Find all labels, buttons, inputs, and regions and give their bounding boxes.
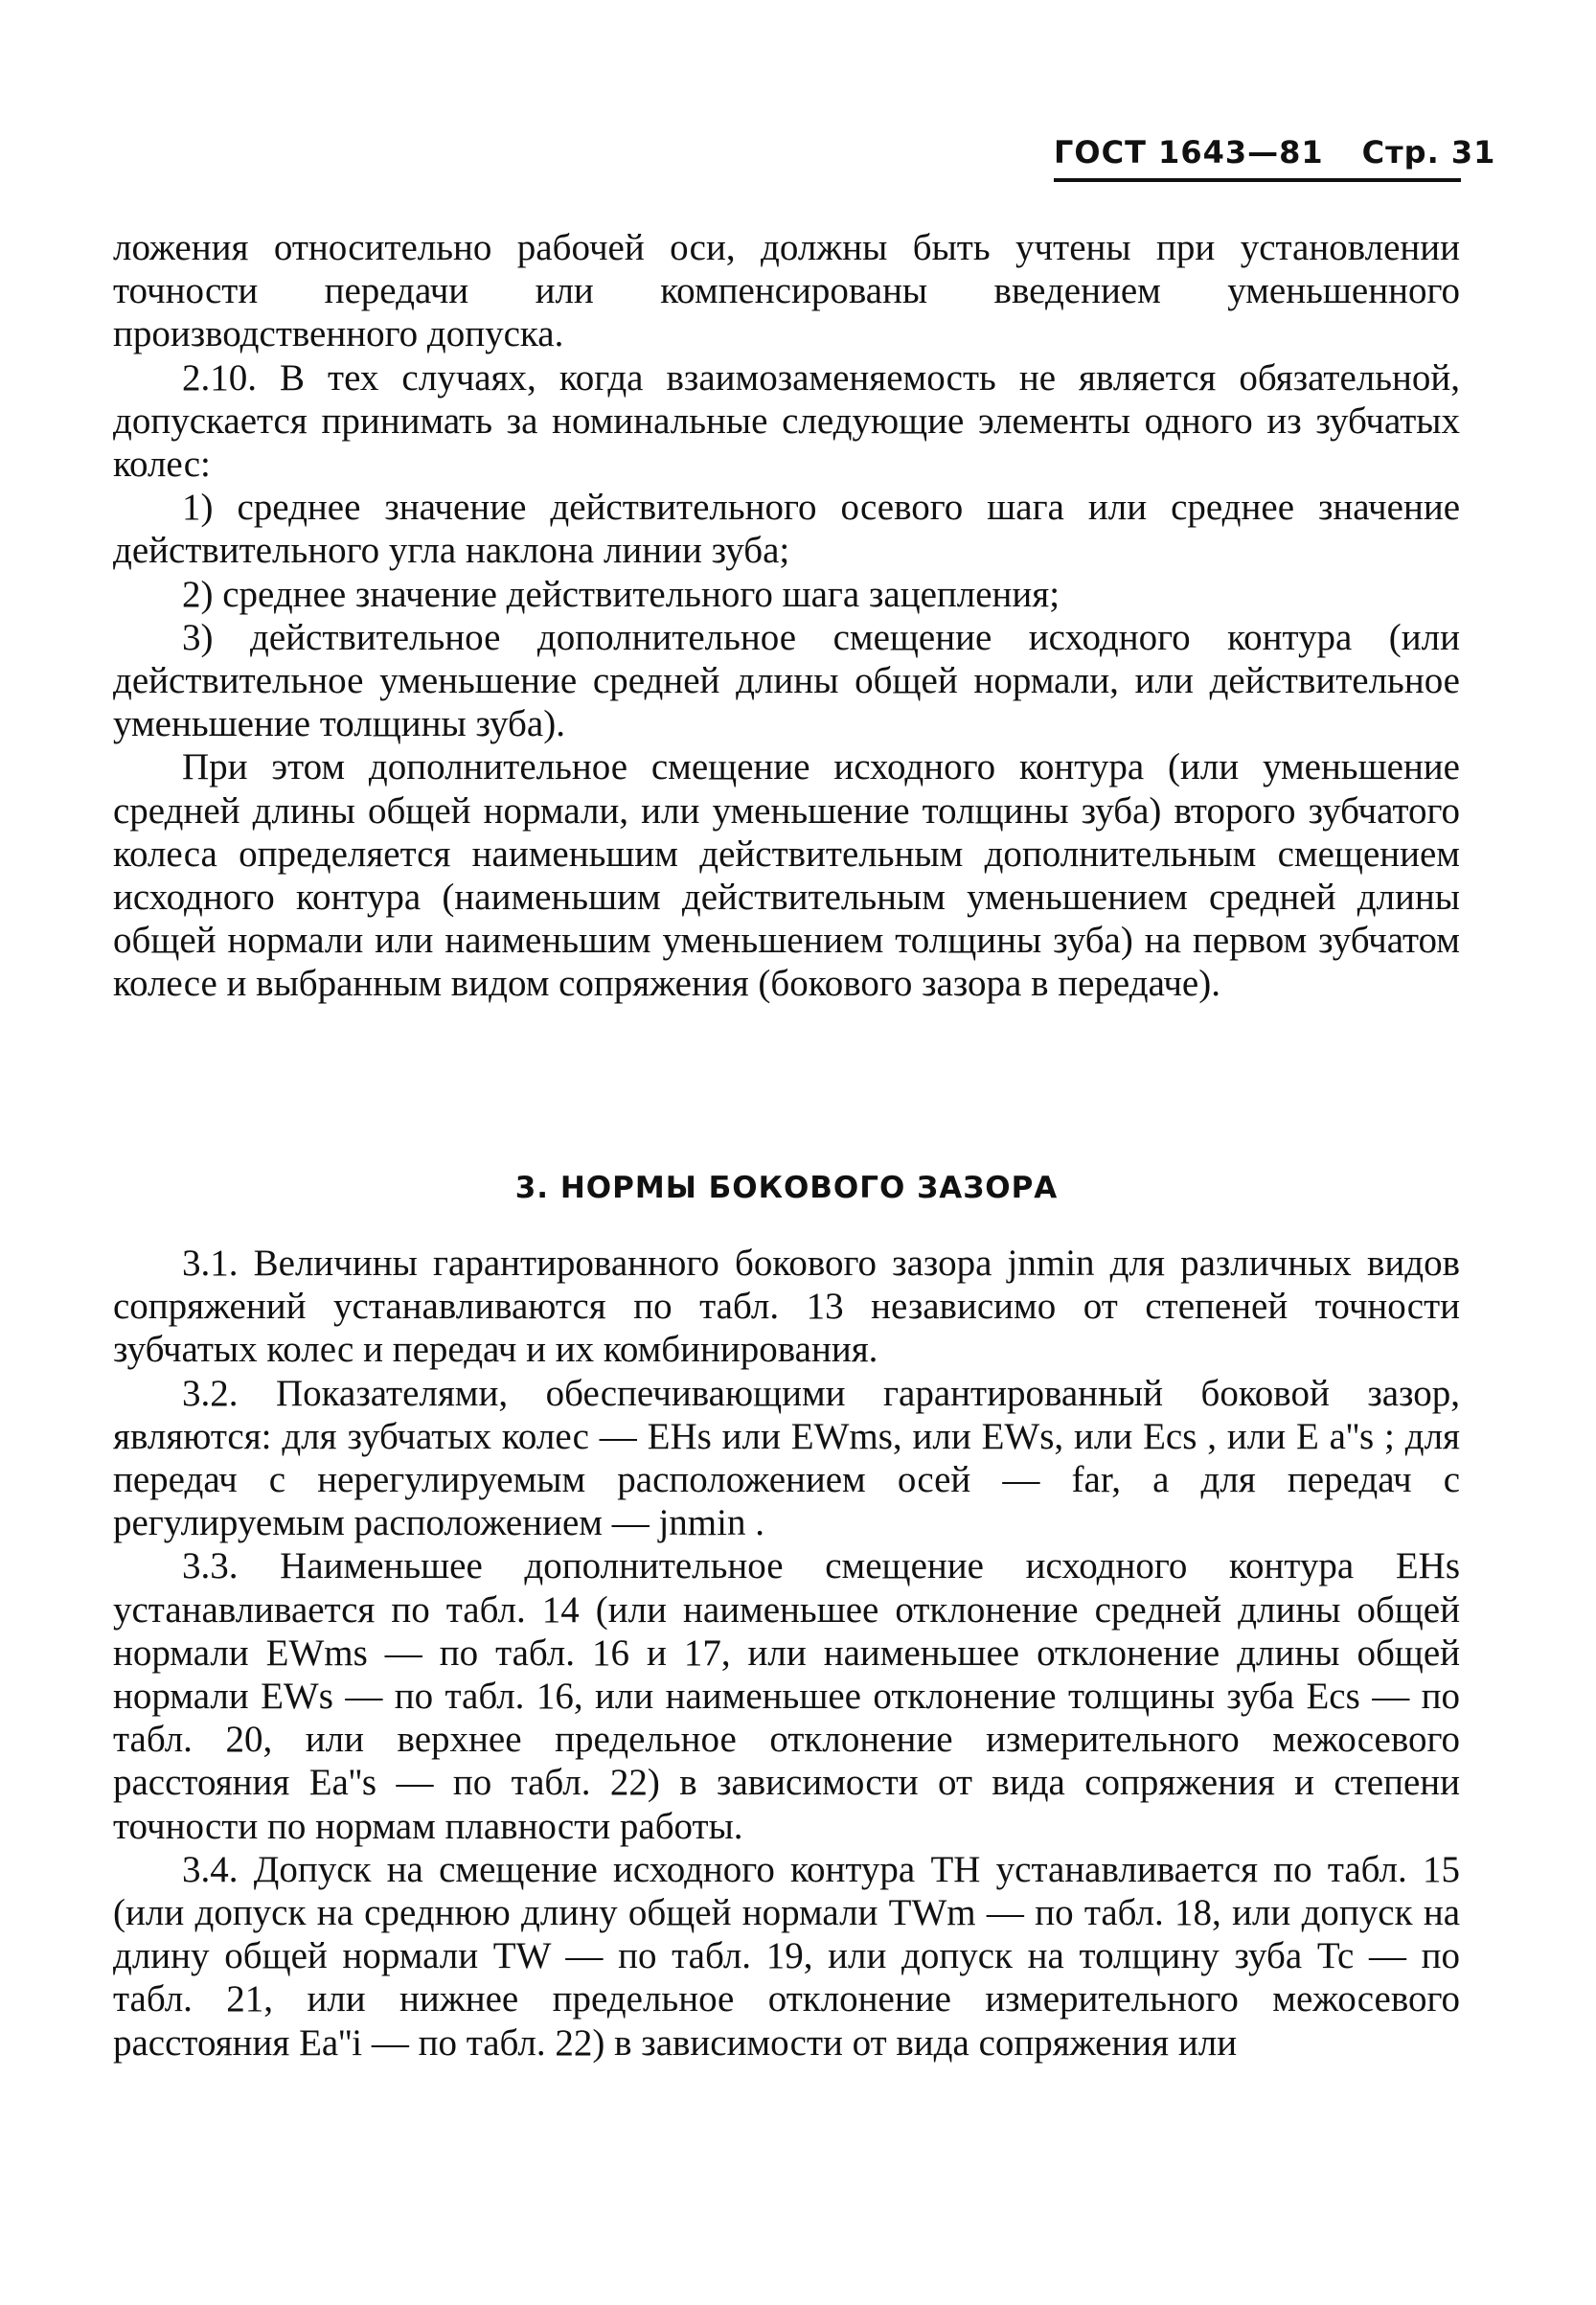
list-item-3: 3) действительное дополнительное смещение исходного контура (или действительное уменьшение средней длины общей нормали, или действительное уменьшение толщины зуба).	[113, 616, 1460, 745]
paragraph-3-2: 3.2. Показателями, обеспечивающими гарантированный боковой зазор, являются: для зубчатых колес — EHs или EWms, или EWs, или Ecs , или E a''s ; для передач с нерегулируемым расположением осей — far, а для передач с регулируемым расположением — jnmin .	[113, 1372, 1460, 1544]
paragraph-continuation: ложения относительно рабочей оси, должны быть учтены при установлении точности передачи или компенсированы введением уменьшенного производственного допуска.	[113, 227, 1460, 355]
paragraph-3-4: 3.4. Допуск на смещение исходного контура TH устанавливается по табл. 15 (или допуск на среднюю длину общей нормали TWm — по табл. 18, или допуск на длину общей нормали TW — по табл. 19, или допуск на толщину зуба Tc — по табл. 21, или нижнее предельное отклонение измерительного межосевого расстояния Ea''i — по табл. 22) в зависимости от вида сопряжения или	[113, 1848, 1460, 2064]
section-heading: 3. НОРМЫ БОКОВОГО ЗАЗОРА	[514, 1171, 1059, 1205]
paragraph-2-10: 2.10. В тех случаях, когда взаимозаменяемость не является обязательной, допускается принимать за номинальные следующие элементы одного из зубчатых колес:	[113, 356, 1460, 486]
list-item-1: 1) среднее значение действительного осевого шага или среднее значение действительного угла наклона линии зуба;	[113, 487, 1460, 572]
paragraph-3-3: 3.3. Наименьшее дополнительное смещение исходного контура EHs устанавливается по табл. 14 (или наименьшее отклонение средней длины общей нормали EWms — по табл. 16 и 17, или наименьшее отклонение длины общей нормали EWs — по табл. 16, или наименьшее отклонение толщины зуба Ecs — по табл. 20, или верхнее предельное отклонение измерительного межосевого расстояния Ea''s — по табл. 22) в зависимости от вида сопряжения и степени точности по нормам плавности работы.	[113, 1545, 1460, 1847]
paragraph-3-1: 3.1. Величины гарантированного бокового зазора jnmin для различных видов сопряжений устанавливаются по табл. 13 независимо от степеней точности зубчатых колес и передач и их комбинирования.	[113, 1243, 1460, 1371]
running-head	[1054, 134, 1496, 182]
page-number: Стр. 31	[1361, 134, 1496, 171]
paragraph-note: При этом дополнительное смещение исходного контура (или уменьшение средней длины общей нормали, или уменьшение толщины зуба) второго зубчатого колеса определяется наименьшим действительным дополнительным смещением исходного контура (наименьшим действительным уменьшением средней длины общей нормали или наименьшим уменьшением толщины зуба) на первом зубчатом колесе и выбранным видом сопряжения (бокового зазора в передаче).	[113, 746, 1460, 1005]
body-text-top	[113, 226, 1460, 1006]
list-item-2: 2) среднее значение действительного шага зацепления;	[182, 573, 1060, 615]
standard-number: ГОСТ 1643—81	[1054, 134, 1324, 171]
body-text-section3	[113, 1242, 1460, 2065]
